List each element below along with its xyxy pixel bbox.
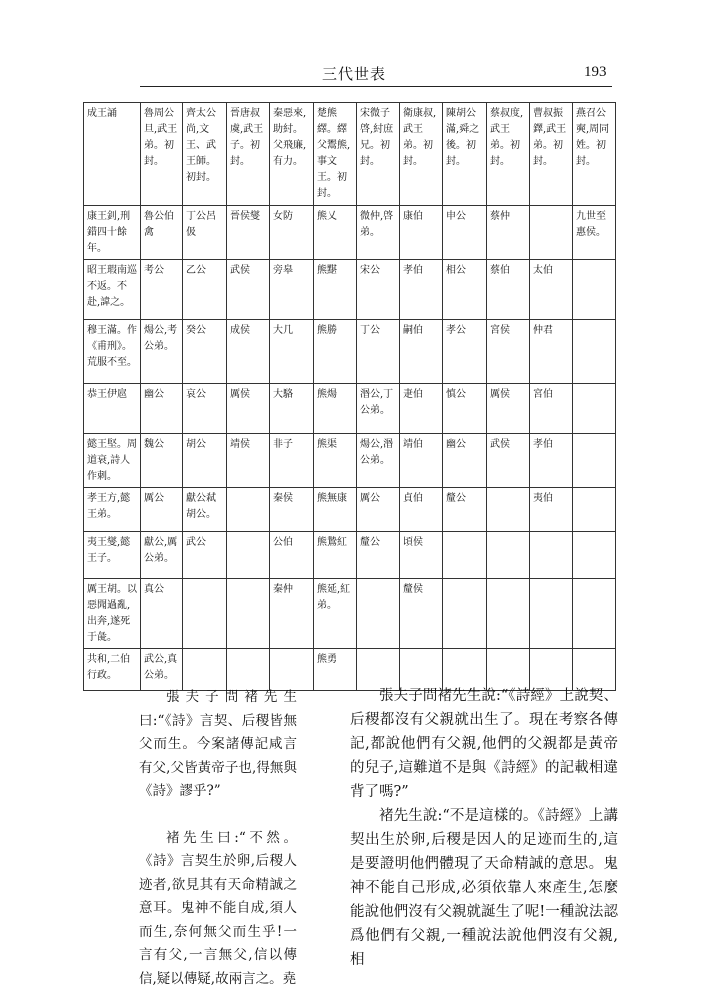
modern-paragraph-1: 張夫子問褚先生說:“《詩經》上說契、后稷都沒有父親就出生了。現在考察各傳記,都說他們有父親,他們的父親都是黃帝的兒子,這難道不是與《詩經》的記載相違背了嗎?”: [350, 688, 618, 800]
table-cell-state: 成侯: [227, 320, 270, 384]
table-cell-state: 煬公,湣公弟。: [357, 434, 400, 488]
table-cell-state: 衛康叔,武王弟。初封。: [400, 103, 443, 206]
table-cell-state: 康伯: [400, 206, 443, 260]
table-cell-state: [487, 488, 530, 532]
table-row: [84, 384, 616, 434]
table-cell-state: 釐公: [357, 532, 400, 579]
table-cell-state: 慎公: [443, 384, 487, 434]
table-cell-state: 仲君: [530, 320, 573, 384]
table-cell-state: [183, 649, 227, 691]
table-cell-state: 熊鷙紅: [314, 532, 357, 579]
table-cell-king: 穆王滿。作《甫刑》。荒服不至。: [84, 320, 141, 384]
table-cell-state: 考公: [141, 260, 183, 320]
table-cell-state: 大駱: [270, 384, 314, 434]
original-text-column: [139, 686, 297, 991]
table-cell-state: 釐公: [443, 488, 487, 532]
table-cell-state: 厲公: [357, 488, 400, 532]
table-cell-state: 陳胡公滿,舜之後。初封。: [443, 103, 487, 206]
table-row: [84, 206, 616, 260]
table-cell-state: [227, 532, 270, 579]
table-cell-state: 釐侯: [400, 579, 443, 649]
table-cell-state: 太伯: [530, 260, 573, 320]
header-rule: [140, 86, 612, 87]
table-cell-state: 丁公呂伋: [183, 206, 227, 260]
table-cell-state: 蔡叔度,武王弟。初封。: [487, 103, 530, 206]
modern-text-column: [350, 684, 618, 972]
table-cell-state: [573, 320, 616, 384]
table-cell-state: 宮侯: [487, 320, 530, 384]
table-cell-state: 宋微子啓,紂庶兄。初封。: [357, 103, 400, 206]
table-cell-state: [573, 488, 616, 532]
table-cell-state: [227, 488, 270, 532]
original-paragraph-2: 褚先生曰:“不然。《詩》言契生於卵,后稷人迹者,欲見其有天命精誠之意耳。鬼神不能自成,須人而生,奈何無父而生乎!一言有父,一言無父,信以傳信,疑以傳疑,故兩言之。堯: [139, 829, 297, 987]
table-cell-state: [573, 532, 616, 579]
table-cell-state: 武侯: [227, 260, 270, 320]
running-header-title: 三代世表: [322, 65, 387, 83]
table-cell-state: [227, 579, 270, 649]
table-cell-state: 大几: [270, 320, 314, 384]
table-cell-king: 懿王堅。周道衰,詩人作刺。: [84, 434, 141, 488]
table-cell-state: 哀公: [183, 384, 227, 434]
table-cell-state: 丁公: [357, 320, 400, 384]
table-cell-state: 楚熊繹。繹父鬻熊,事文王。初封。: [314, 103, 357, 206]
table-cell-state: 嗣伯: [400, 320, 443, 384]
table-cell-state: 宋公: [357, 260, 400, 320]
table-row: [84, 488, 616, 532]
table-cell-state: 微仲,啓弟。: [357, 206, 400, 260]
table-cell-state: 熊延,紅弟。: [314, 579, 357, 649]
table-cell-state: 癸公: [183, 320, 227, 384]
table-cell-king: 夷王燮,懿王子。: [84, 532, 141, 579]
table-cell-state: [530, 579, 573, 649]
table-cell-state: 熊無康: [314, 488, 357, 532]
table-cell-state: 貞伯: [400, 488, 443, 532]
table-row: [84, 320, 616, 384]
table-cell-state: 秦仲: [270, 579, 314, 649]
table-cell-state: 蔡仲: [487, 206, 530, 260]
table-cell-state: 幽公: [443, 434, 487, 488]
table-cell-state: 公伯: [270, 532, 314, 579]
table-cell-king: 孝王方,懿王弟。: [84, 488, 141, 532]
table-cell-state: 武公: [183, 532, 227, 579]
table-cell-king: 成王誦: [84, 103, 141, 206]
table-row: [84, 103, 616, 206]
table-cell-king: 昭王瑕南巡不返。不赴,諱之。: [84, 260, 141, 320]
table-cell-state: 魯周公旦,武王弟。初封。: [141, 103, 183, 206]
table-row: [84, 434, 616, 488]
original-paragraph-1: 張夫子問褚先生曰:“《詩》言契、后稷皆無父而生。今案諸傳記咸言有父,父皆黃帝子也,得無與《詩》謬乎?”: [139, 689, 297, 799]
table-cell-state: [487, 579, 530, 649]
table-cell-state: 厲侯: [487, 384, 530, 434]
table-cell-state: 獻公,厲公弟。: [141, 532, 183, 579]
page-number: 193: [584, 64, 607, 80]
table-cell-state: 旁皋: [270, 260, 314, 320]
table-row: [84, 532, 616, 579]
table-cell-state: 武侯: [487, 434, 530, 488]
table-cell-state: 九世至惠侯。: [573, 206, 616, 260]
table-cell-state: 晉侯燮: [227, 206, 270, 260]
table-cell-state: 孝伯: [530, 434, 573, 488]
table-cell-state: 厲侯: [227, 384, 270, 434]
table-cell-state: 熊黮: [314, 260, 357, 320]
table-cell-state: 靖侯: [227, 434, 270, 488]
table-cell-state: [357, 579, 400, 649]
table-cell-state: 齊太公尚,文王、武王師。初封。: [183, 103, 227, 206]
table-cell-state: [573, 579, 616, 649]
modern-paragraph-2: 褚先生說:“不是這樣的。《詩經》上講契出生於卵,后稷是因人的足迹而生的,這是要證明他們體現了天命精誠的意思。鬼神不能自己形成,必須依靠人來產生,怎麼能說他們沒有父親就誕生了呢!一種說法認爲他們有父親,一種說法說他們沒有父親,相: [350, 808, 618, 968]
table-cell-state: 熊勇: [314, 649, 357, 691]
table-cell-state: 秦惡來,助紂。父飛廉,有力。: [270, 103, 314, 206]
table-cell-state: 胡公: [183, 434, 227, 488]
table-cell-state: 武公,真公弟。: [141, 649, 183, 691]
table-cell-state: 熊煬: [314, 384, 357, 434]
table-cell-state: 相公: [443, 260, 487, 320]
table-cell-state: 熊渠: [314, 434, 357, 488]
table-cell-state: 獻公弒胡公。: [183, 488, 227, 532]
table-cell-state: [183, 579, 227, 649]
table-cell-state: 非子: [270, 434, 314, 488]
table-cell-state: [270, 649, 314, 691]
table-cell-state: 申公: [443, 206, 487, 260]
genealogy-table: [83, 102, 616, 691]
table-cell-state: 宮伯: [530, 384, 573, 434]
table-cell-king: 共和,二伯行政。: [84, 649, 141, 691]
table-row: [84, 260, 616, 320]
table-cell-state: 熊勝: [314, 320, 357, 384]
table-cell-state: 孝公: [443, 320, 487, 384]
table-cell-state: 孝伯: [400, 260, 443, 320]
table-cell-state: [443, 532, 487, 579]
table-cell-state: 女防: [270, 206, 314, 260]
table-cell-state: 熊乂: [314, 206, 357, 260]
table-cell-king: 康王釗,刑錯四十餘年。: [84, 206, 141, 260]
table-cell-state: 魏公: [141, 434, 183, 488]
table-cell-state: [573, 434, 616, 488]
table-cell-state: [530, 206, 573, 260]
table-cell-state: 疌伯: [400, 384, 443, 434]
table-cell-state: [443, 579, 487, 649]
table-cell-state: 乙公: [183, 260, 227, 320]
table-cell-state: 頃侯: [400, 532, 443, 579]
table-cell-state: 湣公,丁公弟。: [357, 384, 400, 434]
table-cell-king: 厲王胡。以惡聞過亂,出奔,遂死于彘。: [84, 579, 141, 649]
table-cell-state: 幽公: [141, 384, 183, 434]
table-cell-state: 蔡伯: [487, 260, 530, 320]
table-cell-state: [573, 384, 616, 434]
table-cell-state: 晉唐叔虞,武王子。初封。: [227, 103, 270, 206]
table-cell-state: 燕召公奭,周同姓。初封。: [573, 103, 616, 206]
table-cell-state: 秦侯: [270, 488, 314, 532]
table-cell-king: 恭王伊扈: [84, 384, 141, 434]
table-row: [84, 579, 616, 649]
table-cell-state: [530, 532, 573, 579]
table-cell-state: 真公: [141, 579, 183, 649]
genealogy-table-body: [84, 103, 616, 691]
table-cell-state: 煬公,考公弟。: [141, 320, 183, 384]
table-cell-state: 曹叔振鐸,武王弟。初封。: [530, 103, 573, 206]
table-cell-state: [487, 532, 530, 579]
table-cell-state: [227, 649, 270, 691]
table-cell-state: [573, 260, 616, 320]
table-cell-state: 魯公伯禽: [141, 206, 183, 260]
table-cell-state: 靖伯: [400, 434, 443, 488]
table-cell-state: 厲公: [141, 488, 183, 532]
table-cell-state: 夷伯: [530, 488, 573, 532]
